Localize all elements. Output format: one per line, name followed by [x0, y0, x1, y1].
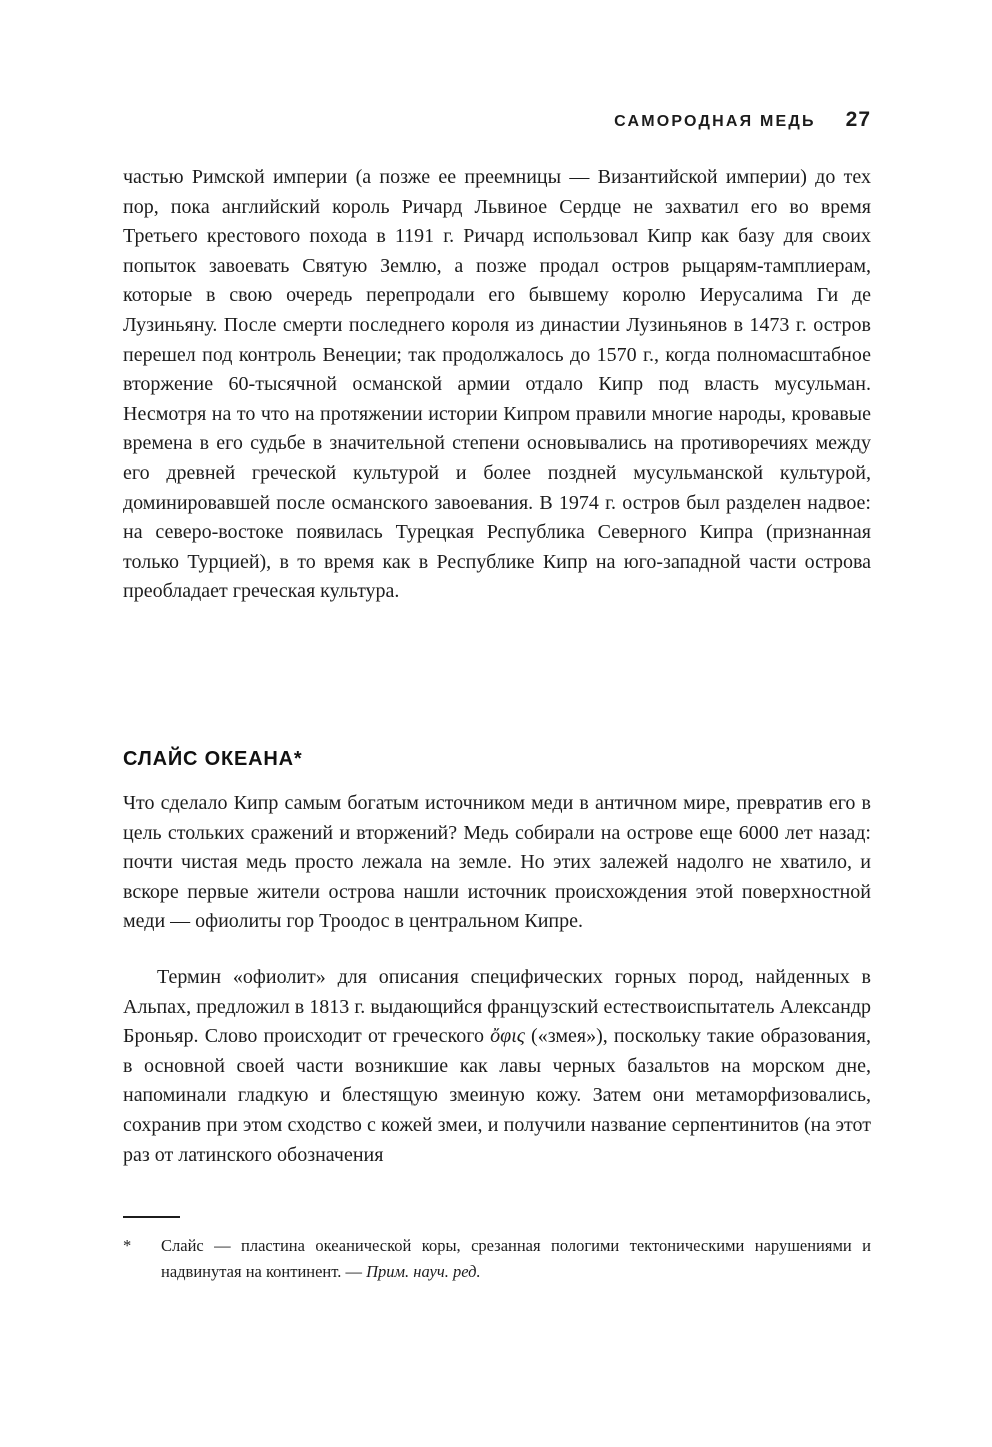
paragraph-ophiolite — [123, 963, 871, 1170]
footnote-text — [161, 1233, 871, 1284]
section-heading: СЛАЙС ОКЕАНА* — [123, 748, 303, 770]
page-number: 27 — [845, 108, 871, 131]
footnote-area — [123, 1216, 871, 1284]
footnote — [123, 1233, 871, 1284]
greek-term: ὄφις — [490, 1025, 525, 1048]
footnote-marker: * — [123, 1236, 132, 1255]
paragraph-ophiolite-before-greek: Термин «офиолит» для описания специфических горных пород, найденных в Альпах, предложил в 1813 г. выдающийся французский естествоиспытатель Александр Броньяр. Слово происходит от греческого — [123, 966, 871, 1048]
running-title: САМОРОДНАЯ МЕДЬ — [614, 113, 816, 130]
footnote-attribution: Прим. науч. ред. — [366, 1261, 481, 1281]
paragraph-history: частью Римской империи (а позже ее преемницы — Византийской империи) до тех пор, пока английский король Ричард Львиное Сердце не захватил его во время Третьего крестового похода в 1191 г. Ричард использовал Кипр как базу для своих попыток завоевать Святую Землю, а позже продал остров рыцарям-тамплиерам, которые в свою очередь перепродали его бывшему королю Иерусалима Ги де Лузиньяну. После смерти последнего короля из династии Лузиньянов в 1473 г. остров перешел под контроль Венеции; так продолжалось до 1570 г., когда полномасштабное вторжение 60-тысячной османской армии отдало Кипр под власть мусульман. Несмотря на то что на протяжении истории Кипром правили многие народы, кровавые времена в его судьбе в значительной степени основывались на противоречиях между его древней греческой культурой и более поздней мусульманской культурой, доминировавшей после османского завоевания. В 1974 г. остров был разделен надвое: на северо-востоке появилась Турецкая Республика Северного Кипра (признанная только Турцией), в то время как в Республике Кипр на юго-западной части острова преобладает греческая культура. — [123, 166, 871, 603]
footnote-text-main: Слайс — пластина океанической коры, срезанная пологими тектоническими нарушениями и надвинутая на континент. — — [161, 1236, 871, 1281]
footnote-divider — [123, 1216, 180, 1218]
paragraph-ophiolite-after-greek: («змея»), поскольку такие образования, в основной своей части возникшие как лавы черных базальтов на морском дне, напоминали гладкую и блестящую змеиную кожу. Затем они метаморфизовались, сохранив при этом сходство с кожей змеи, и получили название серпентинитов (на этот раз от латинского обозначения — [123, 1025, 871, 1166]
paragraph-copper-source: Что сделало Кипр самым богатым источником меди в античном мире, превратив его в цель стольких сражений и вторжений? Медь собирали на острове еще 6000 лет назад: почти чистая медь просто лежала на земле. Но этих залежей надолго не хватило, и вскоре первые жители острова нашли источник происхождения этой поверхностной меди — офиолиты гор Троодос в центральном Кипре. — [123, 792, 871, 933]
page-header — [123, 108, 871, 132]
